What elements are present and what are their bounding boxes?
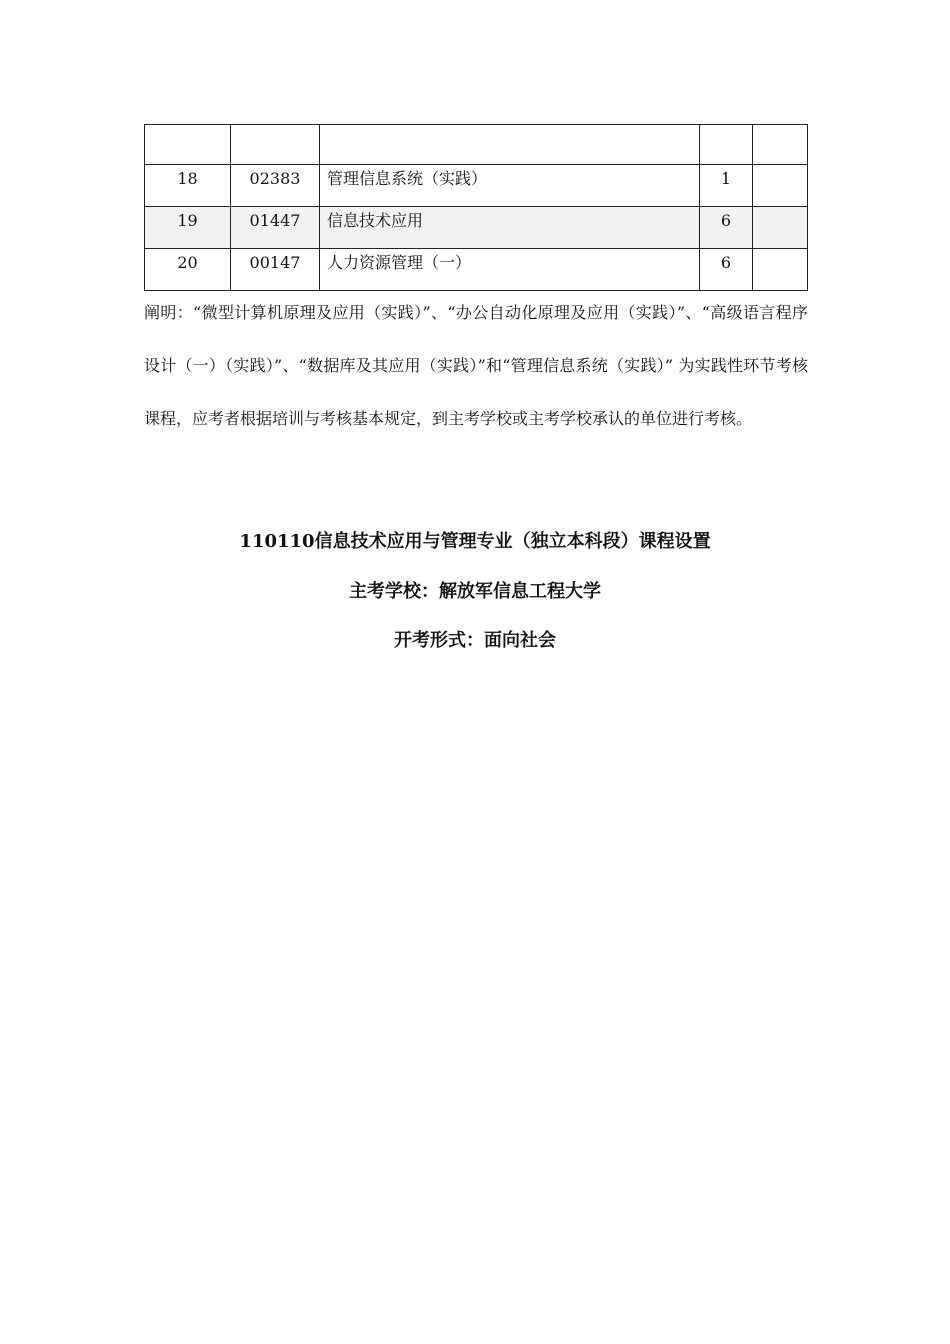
- table-cell: [231, 125, 320, 165]
- course-code-cell: [231, 165, 320, 207]
- course-extra: [753, 207, 807, 213]
- exam-form-line: 开考形式：面向社会: [394, 630, 556, 651]
- table-row: [145, 165, 808, 207]
- course-credits: 6: [720, 211, 732, 230]
- course-credits: 6: [720, 253, 732, 272]
- course-extra: [753, 249, 807, 255]
- course-extra-cell: [753, 207, 808, 249]
- course-code-cell: [231, 207, 320, 249]
- table-cell: [753, 125, 808, 165]
- explanatory-note: 阐明：“微型计算机原理及应用（实践）”、“办公自动化原理及应用（实践）”、“高级语言程序设计（一）（实践）”、“数据库及其应用（实践）”和“管理信息系统（实践）” 为实践性环节考核课程，应考者根据培训与考核基本规定，到主考学校或主考学校承认的单位进行考核。: [144, 303, 808, 428]
- school-line: 主考学校：解放军信息工程大学: [349, 581, 601, 602]
- course-extra-cell: [753, 249, 808, 291]
- table-row: [145, 249, 808, 291]
- course-name-cell: [320, 165, 700, 207]
- course-code-cell: [231, 249, 320, 291]
- course-name: 管理信息系统（实践）: [327, 169, 488, 188]
- major-title: 110110信息技术应用与管理专业（独立本科段）课程设置: [239, 531, 711, 552]
- table-header-row: [145, 125, 808, 165]
- course-number: 18: [177, 169, 198, 188]
- course-code: 01447: [249, 211, 301, 230]
- course-name-cell: [320, 207, 700, 249]
- table-row: [145, 207, 808, 249]
- table-cell: [145, 125, 231, 165]
- course-number-cell: [145, 165, 231, 207]
- course-credits-cell: [700, 165, 753, 207]
- table-cell: [700, 125, 753, 165]
- course-credits: 1: [720, 169, 732, 188]
- course-credits-cell: [700, 207, 753, 249]
- table-cell: [320, 125, 700, 165]
- course-extra-cell: [753, 165, 808, 207]
- course-name-cell: [320, 249, 700, 291]
- course-code: 02383: [249, 169, 301, 188]
- course-number: 19: [177, 211, 198, 230]
- course-table: [144, 124, 808, 291]
- course-code: 00147: [249, 253, 301, 272]
- course-number-cell: [145, 249, 231, 291]
- course-extra: [753, 165, 807, 171]
- course-name: 信息技术应用: [327, 211, 424, 230]
- course-number-cell: [145, 207, 231, 249]
- course-name: 人力资源管理（一）: [327, 253, 472, 272]
- course-credits-cell: [700, 249, 753, 291]
- course-number: 20: [177, 253, 198, 272]
